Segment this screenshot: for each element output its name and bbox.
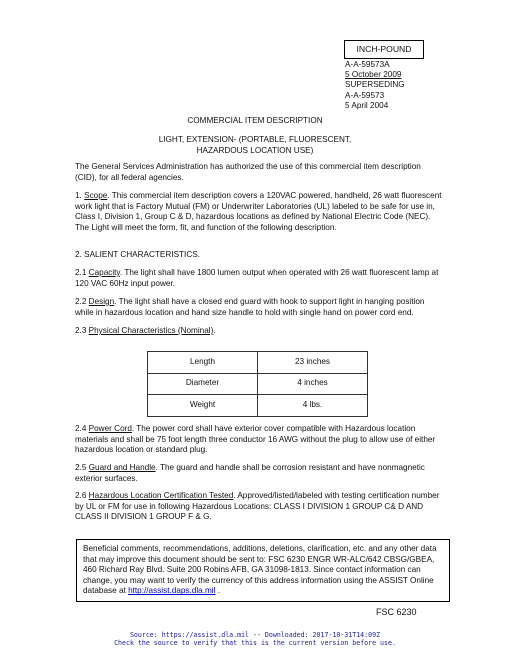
hazardous-number: 2.6 (75, 491, 87, 500)
doc-date: 5 October 2009 (345, 70, 402, 80)
salient-heading: 2. SALIENT CHARACTERISTICS. (75, 250, 200, 259)
assist-link[interactable]: http://assist.daps.dla.mil (128, 586, 216, 596)
table-cell-label: Length (148, 352, 258, 374)
doc-number: A-A-59573A (345, 60, 390, 69)
superseded-date: 5 April 2004 (345, 100, 389, 110)
inch-pound-box: INCH-POUND (344, 40, 424, 59)
source-line: Source: https://assist.dla.mil -- Downloaded: 2017-10-31T14:09Z (129, 631, 381, 639)
capacity-heading: Capacity (88, 268, 120, 277)
scope-number: 1. (75, 191, 82, 200)
hazardous-heading: Hazardous Location Certification Tested (88, 491, 234, 500)
power-cord-text: . The power cord shall have exterior cover compatible with Hazardous location materials and shall be 75 foot length three conductor 16 AWG without the plug to allow use of either hazardous location or standard plug. (75, 424, 436, 455)
comments-notice-box (76, 539, 450, 602)
physical-text: . (213, 326, 216, 335)
superseding-label: SUPERSEDING (345, 80, 405, 90)
guard-number: 2.5 (75, 463, 87, 472)
design-text: . The light shall have a closed end guard with hook to support light in hanging position while in hazardous location and hand size handle to hold with single hand on power cord end. (75, 297, 425, 317)
guard-text: . The guard and handle shall be corrosion resistant and have nonmagnetic exterior surfaces. (75, 463, 425, 483)
authorization-paragraph: The General Services Administration has authorized the use of this commercial item description (CID), for all federal agencies. (75, 162, 421, 182)
physical-number: 2.3 (75, 326, 87, 335)
table-cell-value: 4 inches (258, 373, 368, 395)
superseded-number: A-A-59573 (345, 90, 385, 100)
item-title-line1: LIGHT, EXTENSION- (PORTABLE, FLUORESCENT, (158, 135, 352, 144)
guard-paragraph (75, 463, 443, 484)
design-number: 2.2 (75, 297, 87, 306)
design-heading: Design (88, 297, 115, 306)
table-row (148, 395, 368, 417)
capacity-paragraph (75, 268, 443, 289)
power-cord-number: 2.4 (75, 424, 87, 433)
notice-text: Beneficial comments, recommendations, additions, deletions, clarification, etc. and any other data that may improve this document should be sent to: FSC 6230 ENGR WR-ALC/642 CBSG/GBEA, 460 Richard Ray Blvd. Suite 200 Robins AFB, GA 31098-1813. Since contact information can change, you may want to verify the currency of this address information using the ASSIST Online database at (83, 544, 437, 596)
physical-heading: Physical Characteristics (Nominal) (88, 326, 214, 335)
scope-text: . This commercial item description covers a 120VAC powered, handheld, 26 watt fluorescent work light that is Factory Mutual (FM) or Underwriter Laboratories (UL) labeled to be safe for use in, Class I, Division 1, Group C & D, hazardous locations as defined by National Electric Code (NEC). The Light will meet the form, fit, and function of the following description. (75, 191, 442, 232)
physical-paragraph (75, 326, 443, 337)
doc-type-title: COMMERCIAL ITEM DESCRIPTION (187, 116, 323, 125)
fsc-code: FSC 6230 (376, 607, 417, 617)
notice-end: . (215, 586, 221, 596)
physical-characteristics-table (147, 351, 368, 417)
design-paragraph (75, 297, 443, 318)
scope-paragraph (75, 191, 443, 234)
guard-heading: Guard and Handle (88, 463, 156, 472)
table-cell-value: 23 inches (258, 352, 368, 374)
power-cord-heading: Power Cord (88, 424, 132, 433)
capacity-text: . The light shall have 1800 lumen output when operated with 26 watt fluorescent lamp at 120 VAC 60Hz input power. (75, 268, 439, 288)
capacity-number: 2.1 (75, 268, 87, 277)
item-title-line2: HAZARDOUS LOCATION USE) (196, 146, 314, 155)
table-row (148, 373, 368, 395)
power-cord-paragraph (75, 424, 443, 456)
hazardous-paragraph (75, 491, 443, 523)
source-footer (0, 631, 510, 647)
verify-line: Check the source to verify that this is the current version before use. (114, 639, 396, 647)
scope-heading: Scope (84, 191, 108, 200)
table-cell-label: Weight (148, 395, 258, 417)
table-cell-label: Diameter (148, 373, 258, 395)
table-cell-value: 4 lbs. (258, 395, 368, 417)
document-identifiers (345, 60, 405, 111)
table-row (148, 352, 368, 374)
hazardous-text: . Approved/listed/labeled with testing certification number by UL or FM for use in following Hazardous Locations: CLASS I DIVISION 1 GROUP C& D AND CLASS II DIVISION 1 GROUP F & G. (75, 491, 440, 522)
